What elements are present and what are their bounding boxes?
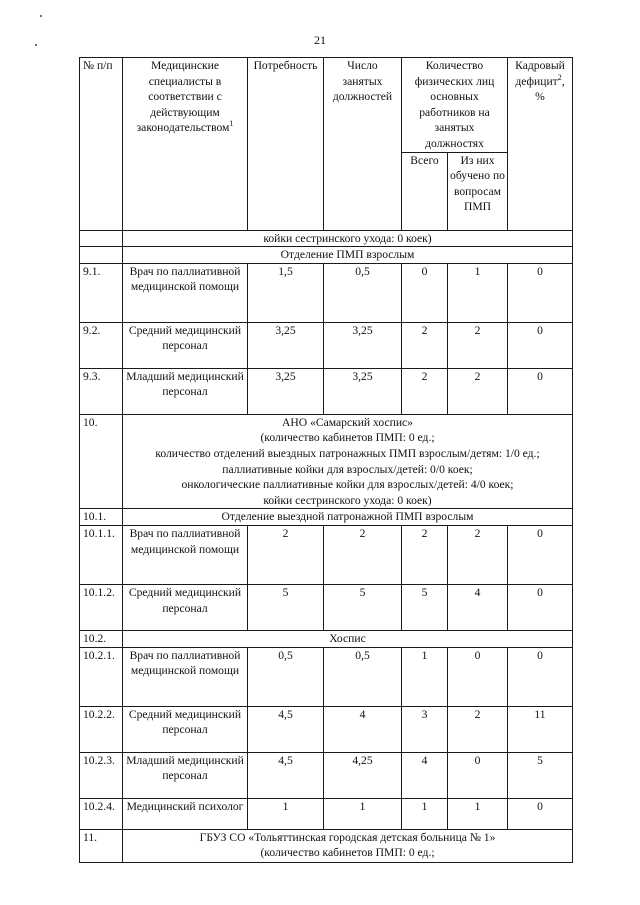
row-trained: 2 xyxy=(448,322,508,368)
org-detail: (количество кабинетов ПМП: 0 ед.; xyxy=(260,846,435,860)
row-deficit: 5 xyxy=(508,752,573,798)
row-occupied: 4 xyxy=(324,706,402,752)
table-row xyxy=(80,322,573,368)
table-row xyxy=(80,752,573,798)
row-number: 10. xyxy=(80,414,123,509)
continuation-text: койки сестринского ухода: 0 коек) xyxy=(123,230,573,247)
table-row xyxy=(80,414,573,509)
org-detail: койки сестринского ухода: 0 коек) xyxy=(263,493,432,507)
row-trained: 0 xyxy=(448,752,508,798)
header-num: № п/п xyxy=(80,58,123,231)
row-specialist: Средний медицинский персонал xyxy=(123,706,248,752)
row-trained: 1 xyxy=(448,263,508,322)
row-occupied: 2 xyxy=(324,525,402,584)
table-row xyxy=(80,368,573,414)
row-occupied: 3,25 xyxy=(324,322,402,368)
header-specialists: Медицинские специалисты в соответствии с действующим законодательством$^1$ xyxy=(123,58,248,231)
row-occupied: 3,25 xyxy=(324,368,402,414)
row-need: 3,25 xyxy=(248,368,324,414)
row-number: 11. xyxy=(80,829,123,862)
row-specialist: Врач по паллиативной медицинской помощи xyxy=(123,263,248,322)
row-occupied: 4,25 xyxy=(324,752,402,798)
row-number: 10.2.3. xyxy=(80,752,123,798)
row-trained: 4 xyxy=(448,584,508,630)
table-row xyxy=(80,647,573,706)
header-total: Всего xyxy=(402,152,448,230)
row-number: 10.2.1. xyxy=(80,647,123,706)
row-number: 10.1. xyxy=(80,509,123,526)
row-specialist: Средний медицинский персонал xyxy=(123,322,248,368)
header-deficit: Кадровый дефицит$^2$, % xyxy=(508,58,573,231)
table-row xyxy=(80,584,573,630)
row-occupied: 5 xyxy=(324,584,402,630)
org-detail: (количество кабинетов ПМП: 0 ед.; xyxy=(260,431,435,445)
row-occupied: 0,5 xyxy=(324,263,402,322)
org-name: АНО «Самарский хоспис» xyxy=(282,415,413,429)
row-need: 1,5 xyxy=(248,263,324,322)
header-row xyxy=(80,58,573,153)
header-trained: Из них обучено по вопросам ПМП xyxy=(448,152,508,230)
row-total: 2 xyxy=(402,525,448,584)
staffing-table xyxy=(79,57,573,863)
organization-block xyxy=(123,414,573,509)
section-title: Отделение выездной патронажной ПМП взрослым xyxy=(123,509,573,526)
org-name: ГБУЗ СО «Тольяттинская городская детская больница № 1» xyxy=(199,830,496,844)
header-physical: Количество физических лиц основных работников на занятых должностях xyxy=(402,58,508,153)
row-need: 3,25 xyxy=(248,322,324,368)
row-need: 2 xyxy=(248,525,324,584)
table-row xyxy=(80,525,573,584)
row-trained: 2 xyxy=(448,525,508,584)
row-total: 5 xyxy=(402,584,448,630)
scan-speck xyxy=(40,15,42,17)
table-row xyxy=(80,630,573,647)
row-deficit: 0 xyxy=(508,584,573,630)
table-row xyxy=(80,230,573,247)
row-total: 0 xyxy=(402,263,448,322)
row-number: 10.1.1. xyxy=(80,525,123,584)
org-detail: количество отделений выездных патронажных ПМП взрослым/детям: 1/0 ед.; xyxy=(155,446,540,460)
row-trained: 1 xyxy=(448,798,508,829)
row-total: 2 xyxy=(402,368,448,414)
row-trained: 0 xyxy=(448,647,508,706)
row-specialist: Младший медицинский персонал xyxy=(123,752,248,798)
row-total: 3 xyxy=(402,706,448,752)
table-row xyxy=(80,509,573,526)
row-need: 5 xyxy=(248,584,324,630)
header-occupied: Число занятых должностей xyxy=(324,58,402,231)
row-need: 0,5 xyxy=(248,647,324,706)
row-deficit: 0 xyxy=(508,368,573,414)
row-specialist: Врач по паллиативной медицинской помощи xyxy=(123,647,248,706)
scan-speck xyxy=(35,44,37,46)
row-total: 1 xyxy=(402,647,448,706)
table-row xyxy=(80,798,573,829)
table-row xyxy=(80,829,573,862)
row-occupied: 0,5 xyxy=(324,647,402,706)
row-need: 4,5 xyxy=(248,706,324,752)
org-detail: паллиативные койки для взрослых/детей: 0/0 коек; xyxy=(222,462,473,476)
row-number: 10.2. xyxy=(80,630,123,647)
header-need: Потребность xyxy=(248,58,324,231)
organization-block xyxy=(123,829,573,862)
section-title: Отделение ПМП взрослым xyxy=(123,247,573,264)
row-need: 1 xyxy=(248,798,324,829)
row-deficit: 0 xyxy=(508,525,573,584)
row-number: 10.2.4. xyxy=(80,798,123,829)
row-specialist: Медицинский психолог xyxy=(123,798,248,829)
row-deficit: 0 xyxy=(508,798,573,829)
row-trained: 2 xyxy=(448,706,508,752)
row-deficit: 0 xyxy=(508,263,573,322)
row-deficit: 11 xyxy=(508,706,573,752)
row-total: 2 xyxy=(402,322,448,368)
org-detail: онкологические паллиативные койки для взрослых/детей: 4/0 коек; xyxy=(181,478,514,492)
table-row xyxy=(80,247,573,264)
row-specialist: Младший медицинский персонал xyxy=(123,368,248,414)
row-need: 4,5 xyxy=(248,752,324,798)
section-title: Хоспис xyxy=(123,630,573,647)
row-trained: 2 xyxy=(448,368,508,414)
row-number: 9.1. xyxy=(80,263,123,322)
table-row xyxy=(80,263,573,322)
row-number: 9.3. xyxy=(80,368,123,414)
row-number: 10.2.2. xyxy=(80,706,123,752)
table-row xyxy=(80,706,573,752)
row-deficit: 0 xyxy=(508,647,573,706)
page-number: 21 xyxy=(314,33,326,47)
row-specialist: Средний медицинский персонал xyxy=(123,584,248,630)
row-total: 4 xyxy=(402,752,448,798)
row-occupied: 1 xyxy=(324,798,402,829)
row-deficit: 0 xyxy=(508,322,573,368)
row-specialist: Врач по паллиативной медицинской помощи xyxy=(123,525,248,584)
row-number: 9.2. xyxy=(80,322,123,368)
row-number: 10.1.2. xyxy=(80,584,123,630)
row-total: 1 xyxy=(402,798,448,829)
